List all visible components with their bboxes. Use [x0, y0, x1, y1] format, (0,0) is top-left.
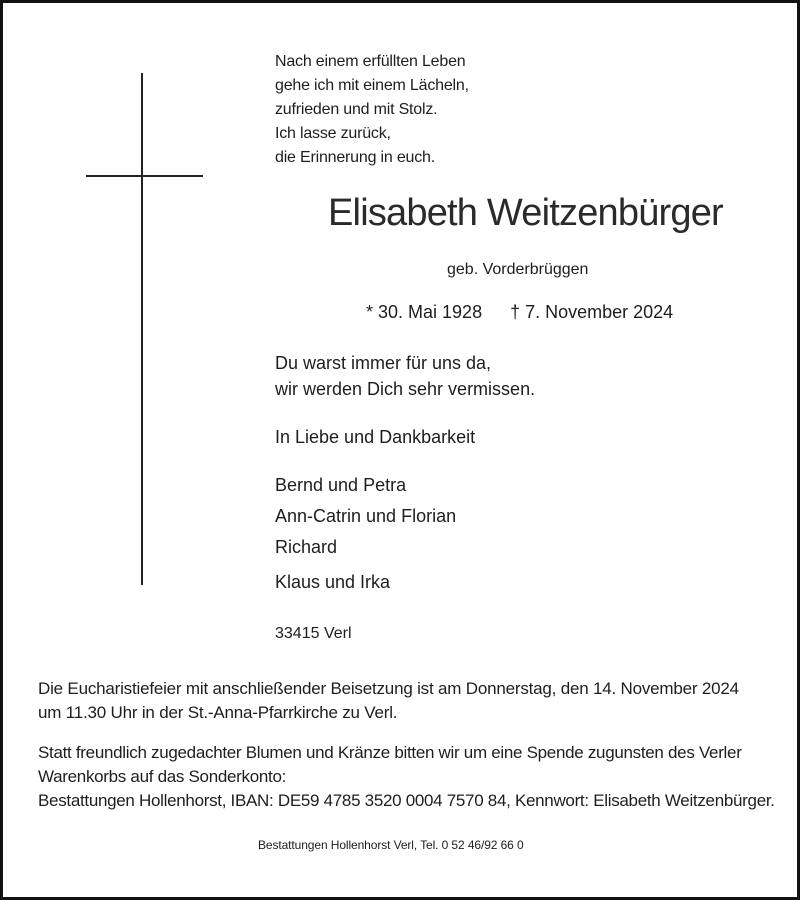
maiden-name: geb. Vorderbrüggen: [447, 261, 589, 278]
poem-line: gehe ich mit einem Lächeln,: [275, 77, 469, 94]
mourner-item: Bernd und Petra: [275, 475, 407, 495]
life-dates: [366, 300, 673, 324]
cross-icon-vertical-bar: [141, 73, 143, 585]
farewell-line: wir werden Dich sehr vermissen.: [275, 379, 536, 399]
farewell-line: Du warst immer für uns da,: [275, 353, 492, 373]
service-line: um 11.30 Uhr in der St.-Anna-Pfarrkirche zu Verl.: [38, 703, 398, 722]
mourner-item: Richard: [275, 537, 338, 557]
love-line: In Liebe und Dankbarkeit: [275, 427, 476, 447]
poem-line: die Erinnerung in euch.: [275, 149, 435, 166]
mourners-list: [275, 470, 456, 598]
place: 33415 Verl: [275, 625, 352, 642]
donation-line: Statt freundlich zugedachter Blumen und Kränze bitten wir um eine Spende zugunsten des Verler: [38, 743, 742, 762]
donation-line: Bestattungen Hollenhorst, IBAN: DE59 4785 3520 0004 7570 84, Kennwort: Elisabeth Weitzenbürger.: [38, 791, 775, 810]
poem: [275, 50, 469, 170]
cross-icon-horizontal-bar: [86, 175, 203, 177]
donation-info: [38, 741, 775, 813]
farewell-text: [275, 350, 535, 402]
service-info: [38, 677, 739, 725]
birth-date: * 30. Mai 1928: [366, 302, 483, 322]
mourner-item: Ann-Catrin und Florian: [275, 506, 457, 526]
funeral-home-footer: Bestattungen Hollenhorst Verl, Tel. 0 52 46/92 66 0: [258, 838, 524, 852]
poem-line: Nach einem erfüllten Leben: [275, 53, 466, 70]
death-date: † 7. November 2024: [510, 302, 674, 322]
poem-line: zufrieden und mit Stolz.: [275, 101, 438, 118]
donation-line: Warenkorbs auf das Sonderkonto:: [38, 767, 287, 786]
poem-line: Ich lasse zurück,: [275, 125, 391, 142]
mourner-item: Klaus und Irka: [275, 572, 391, 592]
deceased-name: Elisabeth Weitzenbürger: [328, 192, 723, 234]
service-line: Die Eucharistiefeier mit anschließender Beisetzung ist am Donnerstag, den 14. November 2024: [38, 679, 739, 698]
